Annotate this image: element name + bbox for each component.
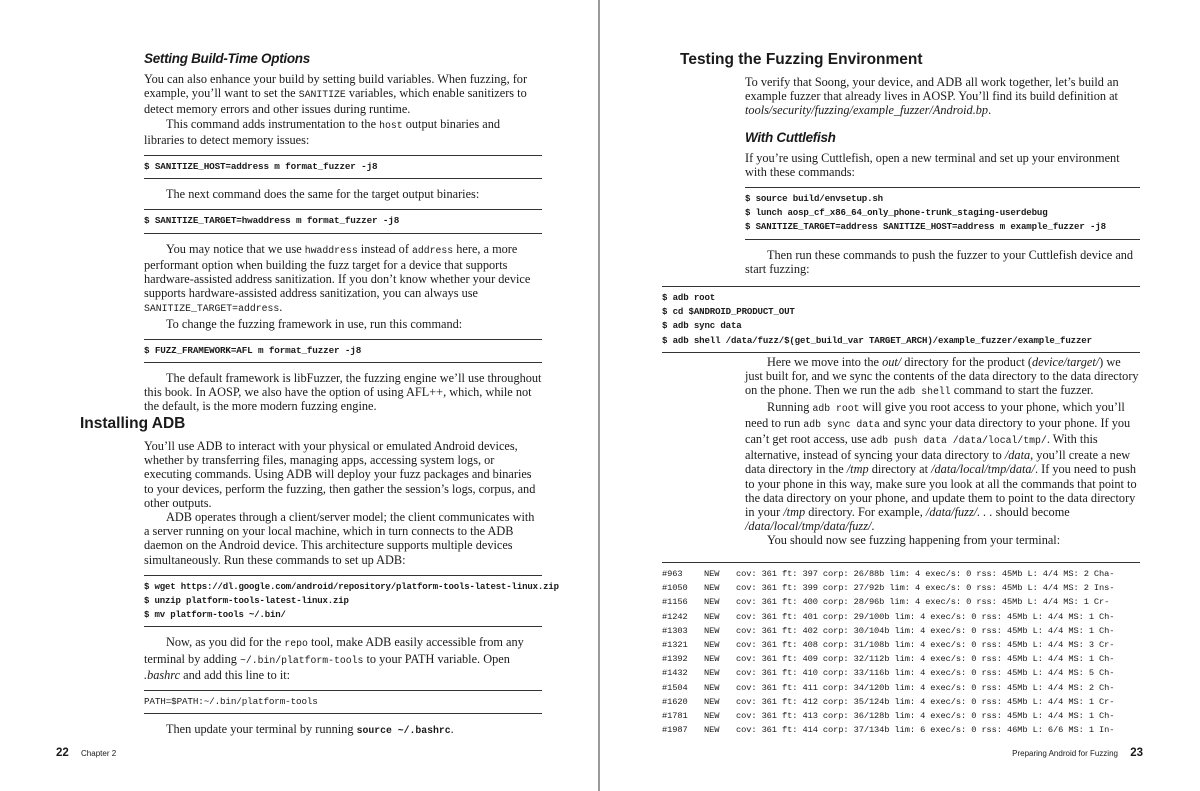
log-cell: #1620	[662, 696, 688, 707]
subheading-with-cuttlefish: With Cuttlefish	[745, 129, 836, 145]
left-page-content-2	[144, 439, 559, 738]
log-row	[662, 595, 1140, 609]
log-cell: cov: 361 ft: 397 corp: 26/88b lim: 4 exec/s: 0 rss: 45Mb L: 4/4 MS: 2 Cha-	[736, 569, 1115, 579]
paragraph: Now, as you did for the repo tool, make ADB easily accessible from any terminal by adding ~/.bin/platform-tools to your PATH variable. Open .bashrc and add this line to it:	[144, 635, 524, 682]
log-cell: #1432	[662, 668, 688, 679]
log-cell: NEW	[704, 583, 720, 594]
code-block: $ source build/envsetup.sh $ lunch aosp_cf_x86_64_only_phone-trunk_staging-userdebug $ SANITIZE_TARGET=address SANITIZE_HOST=address m example_fuzzer -j8	[745, 187, 1140, 240]
log-row	[662, 581, 1140, 595]
log-cell: #1303	[662, 625, 688, 636]
paragraph: You may notice that we use hwaddress instead of address here, a more performant option when building the fuzz target for a device that supports hardware-assisted address sanitization. If you don’t know whether your device supports hardware-assisted address sanitization, you can always use SANITIZE_TARGET=address.	[144, 241, 531, 315]
log-row	[662, 638, 1140, 652]
code-block: $ SANITIZE_HOST=address m format_fuzzer -j8	[144, 155, 542, 179]
log-cell: cov: 361 ft: 414 corp: 37/134b lim: 6 exec/s: 0 rss: 46Mb L: 6/6 MS: 1 In-	[736, 725, 1115, 736]
log-cell: #1321	[662, 640, 688, 651]
paragraph: If you’re using Cuttlefish, open a new terminal and set up your environment with these commands:	[745, 150, 1120, 179]
log-cell: NEW	[704, 682, 720, 693]
log-cell: NEW	[704, 640, 720, 651]
log-cell: #1050	[662, 583, 688, 594]
page-number: 22	[56, 747, 69, 759]
code-block: PATH=$PATH:~/.bin/platform-tools	[144, 690, 542, 714]
log-cell: NEW	[704, 611, 720, 622]
log-cell: cov: 361 ft: 400 corp: 28/96b lim: 4 exec/s: 0 rss: 45Mb L: 4/4 MS: 1 Cr-	[736, 597, 1110, 608]
page-number: 23	[1130, 747, 1143, 759]
log-cell: #1987	[662, 725, 688, 736]
footer-chapter-label: Preparing Android for Fuzzing	[1012, 749, 1118, 758]
footer-left	[56, 747, 116, 759]
log-row	[662, 695, 1140, 709]
paragraph: You’ll use ADB to interact with your physical or emulated Android devices, whether by transferring files, managing apps, accessing system logs, or executing commands. Using ADB will deploy your fuzz packages and binaries to your devices, perform the fuzzing, then gather the session’s logs, corpus, and other outputs.	[144, 439, 536, 510]
log-cell: cov: 361 ft: 402 corp: 30/104b lim: 4 exec/s: 0 rss: 45Mb L: 4/4 MS: 1 Ch-	[736, 625, 1115, 636]
fuzzing-log-output	[662, 562, 1140, 737]
log-cell: cov: 361 ft: 410 corp: 33/116b lim: 4 exec/s: 0 rss: 45Mb L: 4/4 MS: 5 Ch-	[736, 668, 1115, 679]
heading-installing-adb: Installing ADB	[80, 415, 186, 432]
code-block: $ wget https://dl.google.com/android/repository/platform-tools-latest-linux.zip $ unzip platform-tools-latest-linux.zip $ mv platform-tools ~/.bin/	[144, 575, 542, 628]
log-cell: cov: 361 ft: 409 corp: 32/112b lim: 4 exec/s: 0 rss: 45Mb L: 4/4 MS: 1 Ch-	[736, 654, 1115, 665]
log-cell: NEW	[704, 654, 720, 665]
subheading-build-time-options: Setting Build-Time Options	[144, 51, 310, 66]
paragraph: To verify that Soong, your device, and ADB all work together, let’s build an example fuzzer that already lives in AOSP. You’ll find its build definition at tools/security/fuzzing/example_fuzzer/Android.bp.	[745, 75, 1119, 118]
log-cell: NEW	[704, 569, 720, 579]
log-cell: cov: 361 ft: 412 corp: 35/124b lim: 4 exec/s: 0 rss: 45Mb L: 4/4 MS: 1 Cr-	[736, 696, 1115, 707]
right-page-content-2	[745, 355, 1140, 548]
paragraph: This command adds instrumentation to the host output binaries and libraries to detect memory issues:	[144, 116, 500, 147]
log-row	[662, 666, 1140, 680]
terminal-log	[662, 562, 1140, 737]
log-row	[662, 681, 1140, 695]
log-row	[662, 610, 1140, 624]
log-row	[662, 624, 1140, 638]
paragraph: Running adb root will give you root access to your phone, which you’ll need to run adb sync data and sync your data directory to your phone. If you can’t get root access, use adb push data /data/local/tmp/. With this alternative, instead of syncing your data directory to /data, you’ll create a new data directory in the /tmp directory at /data/local/tmp/data/. If you need to push to your phone in this way, make sure you look at all the commands that point to the data directory on your phone, and update them to point to the data directory in your /tmp directory. For example, /data/fuzz/. . . should become /data/local/tmp/data/fuzz/.	[745, 399, 1137, 534]
log-row	[662, 709, 1140, 723]
log-cell: #963	[662, 569, 683, 579]
log-cell: #1392	[662, 654, 688, 665]
log-cell: #1504	[662, 682, 688, 693]
log-row	[662, 723, 1140, 737]
log-cell: NEW	[704, 625, 720, 636]
log-cell: NEW	[704, 668, 720, 679]
log-cell: NEW	[704, 725, 720, 736]
paragraph: You should now see fuzzing happening from your terminal:	[767, 533, 1061, 548]
log-cell: NEW	[704, 711, 720, 722]
paragraph: Then update your terminal by running source ~/.bashrc.	[166, 722, 454, 737]
paragraph: The default framework is libFuzzer, the fuzzing engine we’ll use throughout this book. In AOSP, we also have the option of using AFL++, which, while not the default, is the more modern fuzzing engine.	[144, 371, 542, 414]
log-cell: cov: 361 ft: 401 corp: 29/100b lim: 4 exec/s: 0 rss: 45Mb L: 4/4 MS: 1 Ch-	[736, 611, 1115, 622]
left-page-content	[144, 51, 542, 414]
footer-chapter-label: Chapter 2	[81, 749, 117, 758]
paragraph: Then run these commands to push the fuzzer to your Cuttlefish device and start fuzzing:	[745, 247, 1134, 276]
log-cell: #1156	[662, 597, 688, 608]
log-cell: #1242	[662, 611, 688, 622]
log-cell: #1781	[662, 711, 688, 722]
paragraph: You can also enhance your build by setting build variables. When fuzzing, for example, you’ll want to set the SANITIZE variables, which enable sanitizers to detect memory errors and other issues during runtime.	[144, 72, 528, 117]
log-cell: NEW	[704, 696, 720, 707]
right-code-block-2	[662, 286, 1140, 353]
paragraph: ADB operates through a client/server model; the client communicates with a server running on your local machine, which in turn connects to the ADB daemon on the Android device. This architecture supports multiple devices simultaneously. Run these commands to set up ADB:	[144, 510, 535, 567]
right-page-content	[745, 75, 1140, 276]
code-block: $ adb root $ cd $ANDROID_PRODUCT_OUT $ adb sync data $ adb shell /data/fuzz/$(get_build_var TARGET_ARCH)/example_fuzzer/example_fuzzer	[662, 286, 1140, 353]
heading-testing-fuzzing-environment: Testing the Fuzzing Environment	[680, 51, 923, 68]
log-row	[662, 652, 1140, 666]
paragraph: To change the fuzzing framework in use, run this command:	[166, 316, 463, 331]
log-cell: cov: 361 ft: 413 corp: 36/128b lim: 4 exec/s: 0 rss: 45Mb L: 4/4 MS: 1 Ch-	[736, 711, 1115, 722]
log-row	[662, 567, 1140, 581]
paragraph: The next command does the same for the target output binaries:	[166, 187, 480, 202]
paragraph: Here we move into the out/ directory for the product (device/target/) we just built for, and we sync the contents of the data directory to the data directory on the phone. Then we run the adb shell command to start the fuzzer.	[745, 355, 1139, 398]
code-block: $ SANITIZE_TARGET=hwaddress m format_fuzzer -j8	[144, 209, 542, 233]
footer-right	[1012, 747, 1143, 759]
code-block: $ FUZZ_FRAMEWORK=AFL m format_fuzzer -j8	[144, 339, 542, 363]
log-cell: cov: 361 ft: 411 corp: 34/120b lim: 4 exec/s: 0 rss: 45Mb L: 4/4 MS: 2 Ch-	[736, 682, 1115, 693]
log-cell: NEW	[704, 597, 720, 608]
log-cell: cov: 361 ft: 399 corp: 27/92b lim: 4 exec/s: 0 rss: 45Mb L: 4/4 MS: 2 Ins-	[736, 583, 1115, 594]
log-cell: cov: 361 ft: 408 corp: 31/108b lim: 4 exec/s: 0 rss: 45Mb L: 4/4 MS: 3 Cr-	[736, 640, 1115, 651]
